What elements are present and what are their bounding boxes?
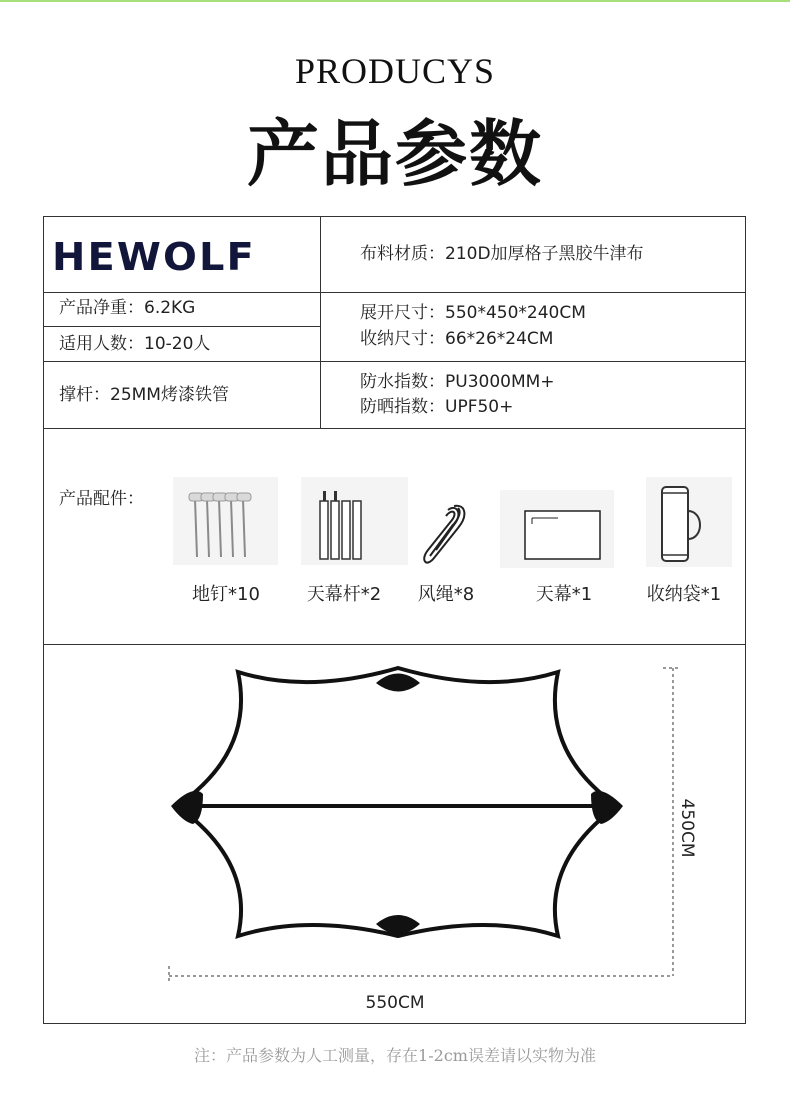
storage-bag-icon xyxy=(646,477,732,567)
table-column-divider xyxy=(320,216,321,428)
spec-uv-index: 防晒指数：UPF50+ xyxy=(360,397,514,417)
table-divider xyxy=(43,292,746,293)
english-title: PRODUCYS xyxy=(294,51,496,91)
table-divider xyxy=(43,361,746,362)
accessories-heading: 产品配件： xyxy=(59,489,144,509)
canopy-pole-icon xyxy=(301,477,408,565)
spec-pole: 撑杆：25MM烤漆铁管 xyxy=(59,385,229,405)
measurement-note: 注：产品参数为人工测量，存在1-2cm误差请以实物为准 xyxy=(194,1046,596,1065)
ground-stake-icon xyxy=(173,477,278,565)
spec-material: 布料材质：210D加厚格子黑胶牛津布 xyxy=(360,244,644,264)
spec-waterproof: 防水指数：PU3000MM+ xyxy=(360,372,555,392)
table-divider xyxy=(43,326,321,327)
spec-packed-size: 收纳尺寸：66*26*24CM xyxy=(360,329,554,349)
brand-logo: HEWOLF xyxy=(52,235,256,279)
canopy-dimension-diagram xyxy=(43,644,746,1024)
width-dimension-label: 550CM xyxy=(365,993,425,1013)
table-divider xyxy=(43,428,746,429)
accessory-label: 风绳*8 xyxy=(417,584,475,605)
canopy-anchor-left xyxy=(171,791,203,824)
accessory-label: 地钉*10 xyxy=(192,584,260,605)
chinese-title: 产品参数 xyxy=(246,112,543,196)
height-dimension-label: 450CM xyxy=(677,798,697,858)
canopy-anchor-right xyxy=(591,791,623,824)
canopy-outline xyxy=(177,668,617,936)
spec-capacity: 适用人数：10-20人 xyxy=(59,334,211,354)
accessory-label: 天幕*1 xyxy=(535,584,593,605)
canopy-tarp-icon xyxy=(500,490,614,568)
accessory-label: 天幕杆*2 xyxy=(306,584,382,605)
top-accent-rule xyxy=(0,0,790,2)
wind-rope-icon xyxy=(418,500,472,572)
spec-open-size: 展开尺寸：550*450*240CM xyxy=(360,303,586,323)
accessory-label: 收纳袋*1 xyxy=(646,584,722,605)
spec-net-weight: 产品净重：6.2KG xyxy=(59,298,196,318)
